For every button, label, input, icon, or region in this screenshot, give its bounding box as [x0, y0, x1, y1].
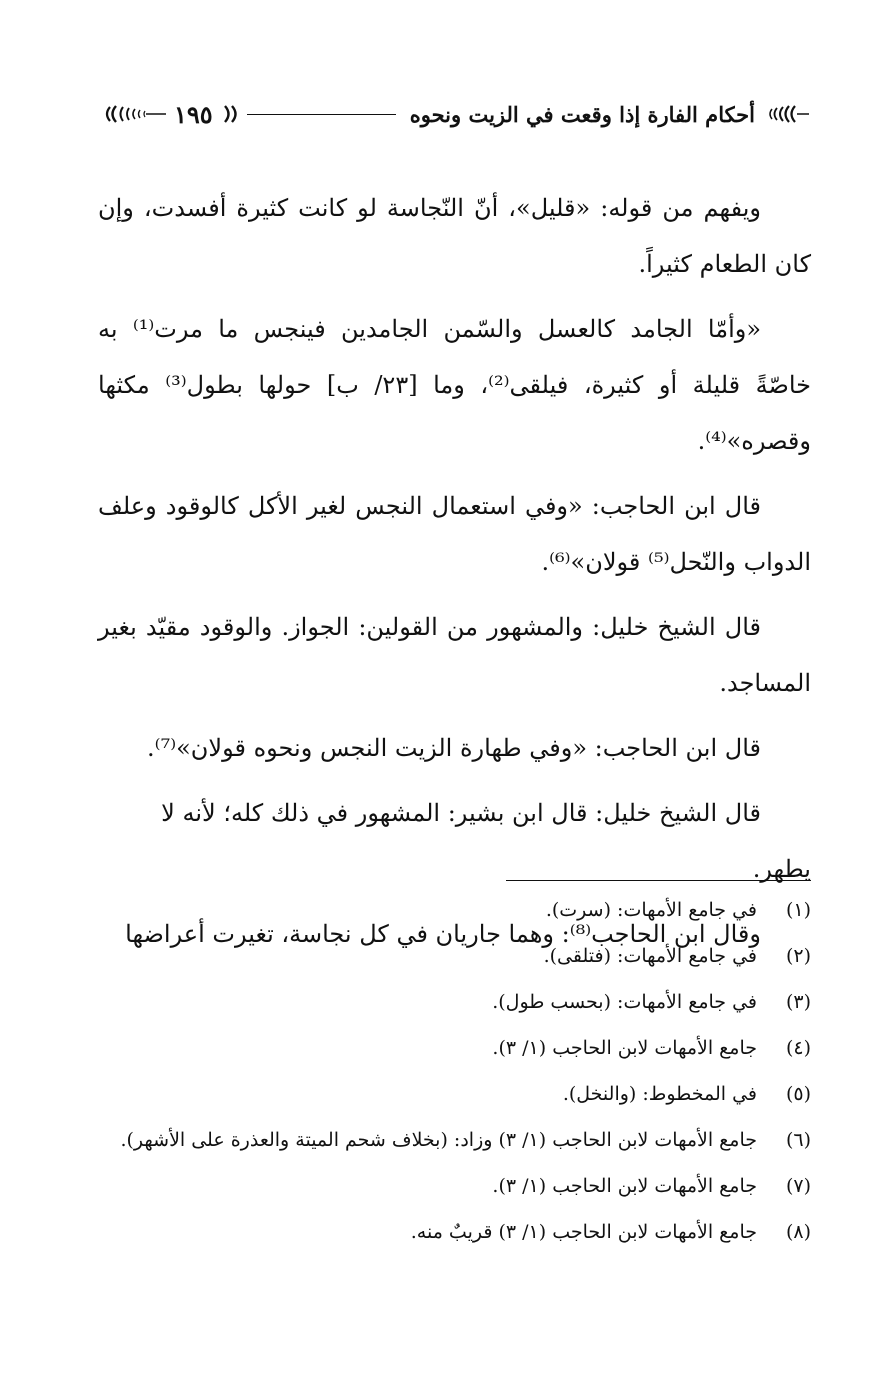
main-text	[98, 180, 811, 971]
footnote-number: (٢)	[785, 945, 811, 967]
running-header	[98, 92, 811, 136]
header-ornament-right	[763, 104, 811, 124]
footnote-text: جامع الأمهات لابن الحاجب (١/ ٣).	[492, 1037, 757, 1059]
page-number-ornament-right	[219, 104, 241, 124]
footnote-3	[98, 982, 811, 1022]
header-rule	[247, 114, 396, 115]
footnote-number: (١)	[785, 899, 811, 921]
footnote-number: (٤)	[785, 1037, 811, 1059]
paragraph-3: قال ابن الحاجب: «وفي استعمال النجس لغير الأكل كالوقود وعلف الدواب والنّحل⁽⁵⁾ قولان»⁽⁶⁾.	[98, 492, 811, 576]
running-title: أحكام الفارة إذا وقعت في الزيت ونحوه	[409, 101, 755, 127]
page-number: ١٩٥	[174, 99, 213, 129]
footnote-8	[98, 1212, 811, 1252]
footnotes	[98, 890, 811, 1258]
footnote-number: (٣)	[785, 991, 811, 1013]
footnote-number: (٧)	[785, 1175, 811, 1197]
footnote-number: (٥)	[785, 1083, 811, 1105]
paragraph-6: قال الشيخ خليل: قال ابن بشير: المشهور في ذلك كله؛ لأنه لا يطهر.	[161, 799, 811, 883]
paragraph-7: وقال ابن الحاجب⁽⁸⁾: وهما جاريان في كل نجاسة، تغيرت أعراضها	[125, 920, 761, 948]
footnote-5	[98, 1074, 811, 1114]
footnote-text: جامع الأمهات لابن الحاجب (١/ ٣) وزاد: (بخلاف شحم الميتة والعذرة على الأشهر).	[120, 1129, 757, 1151]
footnote-6	[98, 1120, 811, 1160]
footnote-text: جامع الأمهات لابن الحاجب (١/ ٣) قريبٌ منه.	[410, 1221, 757, 1243]
paragraph-5: قال ابن الحاجب: «وفي طهارة الزيت النجس ونحوه قولان»⁽⁷⁾.	[147, 734, 761, 762]
page-number-ornament-left	[98, 104, 168, 124]
footnote-text: في جامع الأمهات: (بحسب طول).	[492, 991, 757, 1013]
paragraph-1: ويفهم من قوله: «قليل»، أنّ النّجاسة لو كانت كثيرة أفسدت، وإن كان الطعام كثيراً.	[98, 194, 811, 278]
footnote-separator	[506, 880, 811, 881]
footnote-text: في جامع الأمهات: (سرت).	[545, 899, 757, 921]
footnote-4	[98, 1028, 811, 1068]
footnote-text: جامع الأمهات لابن الحاجب (١/ ٣).	[492, 1175, 757, 1197]
footnote-1	[98, 890, 811, 930]
paragraph-2: «وأمّا الجامد كالعسل والسّمن الجامدين فينجس ما مرت⁽¹⁾ به خاصّةً قليلة أو كثيرة، فيلقى⁽²⁾، وما [٢٣/ ب] حولها بطول⁽³⁾ مكثها وقصره»⁽⁴⁾.	[98, 315, 812, 455]
footnote-7	[98, 1166, 811, 1206]
footnote-number: (٦)	[785, 1129, 811, 1151]
footnote-number: (٨)	[785, 1221, 811, 1243]
footnote-text: في المخطوط: (والنخل).	[562, 1083, 757, 1105]
paragraph-4: قال الشيخ خليل: والمشهور من القولين: الجواز. والوقود مقيّد بغير المساجد.	[98, 613, 811, 697]
footnote-text: في جامع الأمهات: (فتلقى).	[543, 945, 757, 967]
footnote-2	[98, 936, 811, 976]
